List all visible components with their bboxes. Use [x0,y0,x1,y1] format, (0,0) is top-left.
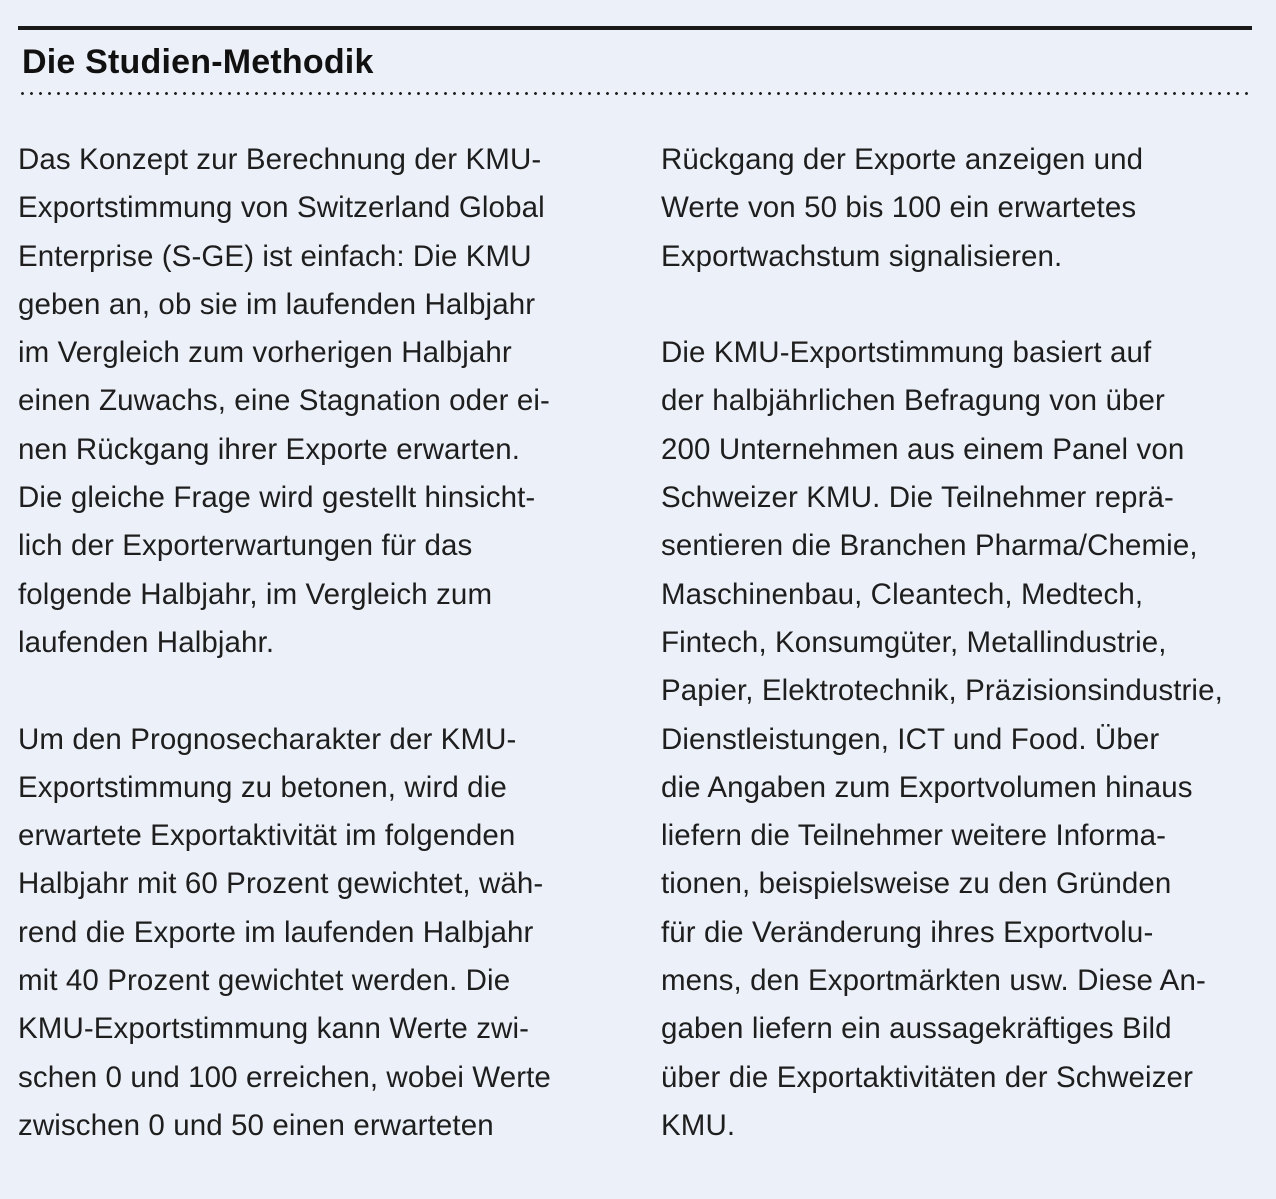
left-paragraph-2: Um den Prognosecharakter der KMU- Exportstimmung zu betonen, wird die erwartete Exportaktivität im folgenden Halbjahr mit 60 Prozent gewichtet, wäh- rend die Exporte im laufenden Halbjahr mit 40 Prozent gewichtet werden. Die KMU-Exportstimmung kann Werte zwi- schen 0 und 100 erreichen, wobei Werte zwischen 0 und 50 einen erwarteten [18,722,551,1142]
left-column [18,136,618,1199]
left-paragraph-1: Das Konzept zur Berechnung der KMU- Exportstimmung von Switzerland Global Enterprise (S-GE) ist einfach: Die KMU geben an, ob sie im laufenden Halbjahr im Vergleich zum vorherigen Halbjahr einen Zuwachs, eine Stagnation oder ei- nen Rückgang ihrer Exporte erwarten. Die gleiche Frage wird gestellt hinsicht- lich der Exporterwartungen für das folgende Halbjahr, im Vergleich zum laufenden Halbjahr. [18,143,550,659]
right-column [661,136,1261,1199]
right-paragraph-1: Rückgang der Exporte anzeigen und Werte von 50 bis 100 ein erwartetes Exportwachstum signalisieren. [661,143,1144,273]
box-title: Die Studien-Methodik [22,43,374,81]
top-rule [18,26,1252,30]
dotted-divider [18,91,1252,96]
right-paragraph-2: Die KMU-Exportstimmung basiert auf der halbjährlichen Befragung von über 200 Unternehmen aus einem Panel von Schweizer KMU. Die Teilnehmer reprä- sentieren die Branchen Pharma/Chemie, Maschinenbau, Cleantech, Medtech, Fintech, Konsumgüter, Metallindustrie, Papier, Elektrotechnik, Präzisionsindustrie, Dienstleistungen, ICT und Food. Über die Angaben zum Exportvolumen hinaus liefern die Teilnehmer weitere Informa- tionen, beispielsweise zu den Gründen für die Veränderung ihres Exportvolu- mens, den Exportmärkten usw. Diese An- gaben liefern ein aussagekräftiges Bild über die Exportaktivitäten der Schweizer KMU. [661,336,1223,1142]
